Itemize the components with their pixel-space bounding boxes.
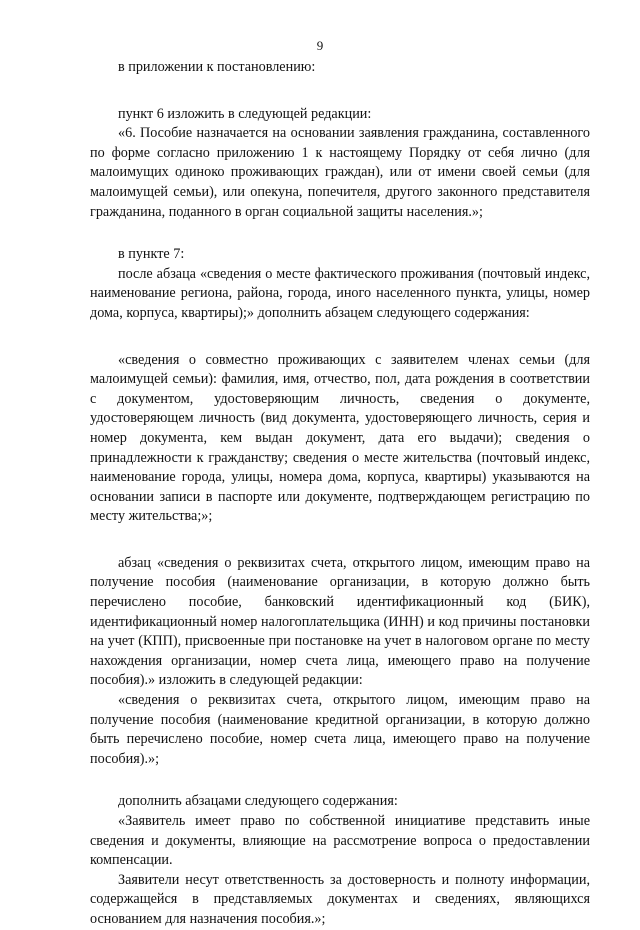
page-number: 9 bbox=[316, 38, 324, 53]
paragraph-applicant-right: «Заявитель имеет право по собственной инициативе представить иные сведения и документы, влияющие на рассмотрение вопроса о предоставлении компенсации. bbox=[90, 813, 590, 869]
paragraph-account-old: абзац «сведения о реквизитах счета, открытого лицом, имеющим право на получение пособия (наименование организации, в которую должно быть перечислено пособие, банковский идентификационный код (БИК), идентификационный номер налогоплательщика (ИНН) и код причины постановки на учет (КПП), присвоенные при постановке на учет в налоговом органе по месту нахождения организации, номер счета лица, имеющего право на получение пособия).» изложить в следующей редакции: bbox=[90, 554, 590, 689]
paragraph-after-address: после абзаца «сведения о месте фактического проживания (почтовый индекс, наименование региона, района, города, иного населенного пункта, улицы, номер дома, корпуса, квартиры);» дополнить абзацем следующего содержания: bbox=[90, 265, 590, 321]
document-body bbox=[90, 58, 590, 930]
paragraph-account-new: «сведения о реквизитах счета, открытого лицом, имеющим право на получение пособия (наименование кредитной организации, в которую должно быть перечислено пособие, номер счета лица, имеющего право на получение пособия).»; bbox=[90, 692, 590, 767]
paragraph-applicant-responsibility: Заявители несут ответственность за достоверность и полноту информации, содержащейся в представляемых документах и сведениях, являющихся основанием для назначения пособия.»; bbox=[90, 871, 590, 927]
paragraph-family-members: «сведения о совместно проживающих с заявителем членах семьи (для малоимущей семьи): фамилия, имя, отчество, пол, дата рождения в соответствии с документом, удостоверяющим личность, сведения о документе, удостоверяющем личность (вид документа, удостоверяющего личность, серия и номер документа, кем выдан документ, дата его выдачи); сведения о принадлежности к гражданству; сведения о месте жительства (почтовый индекс, наименование города, улицы, номера дома, корпуса, квартиры) указываются на основании записи в паспорте или документе, подтверждающем регистрацию по месту жительства;»; bbox=[90, 351, 590, 525]
paragraph-point-6-text: «6. Пособие назначается на основании заявления гражданина, составленного по форме согласно приложению 1 к настоящему Порядку от себя лично (для малоимущих одиноко проживающих граждан), или от имени своей семьи (для малоимущей семьи), или опекуна, попечителя, другого законного представителя гражданина, поданного в орган социальной защиты населения.»; bbox=[90, 125, 590, 220]
paragraph-point-6-heading: пункт 6 изложить в следующей редакции: bbox=[118, 105, 372, 122]
paragraph-point-7-heading: в пункте 7: bbox=[118, 246, 185, 263]
paragraph-add-heading: дополнить абзацами следующего содержания: bbox=[118, 793, 398, 810]
paragraph-intro: в приложении к постановлению: bbox=[118, 59, 316, 75]
